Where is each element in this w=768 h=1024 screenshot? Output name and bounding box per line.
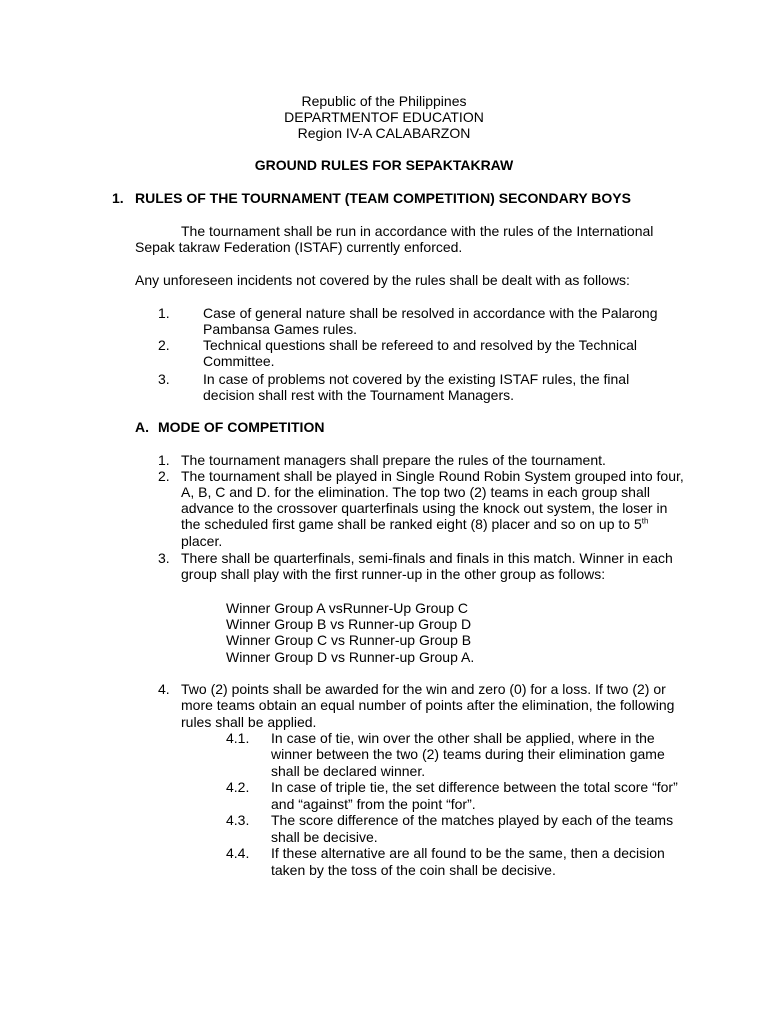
subitem-text: taken by the toss of the coin shall be decisive. bbox=[271, 862, 556, 878]
list-item-text-main: the scheduled first game shall be ranked eight (8) placer and so on up to 5 bbox=[181, 516, 642, 532]
section-1-heading: RULES OF THE TOURNAMENT (TEAM COMPETITION) SECONDARY BOYS bbox=[135, 190, 631, 206]
pairing-line: Winner Group C vs Runner-up Group B bbox=[226, 632, 472, 648]
subitem-text: shall be decisive. bbox=[271, 829, 378, 845]
list-item-text: The tournament shall be played in Single Round Robin System grouped into four, bbox=[181, 468, 684, 484]
header-department: DEPARTMENTOF EDUCATION bbox=[284, 109, 484, 125]
section-a-letter: A. bbox=[135, 419, 149, 435]
subitem-number: 4.3. bbox=[226, 812, 250, 828]
header-region: Region IV-A CALABARZON bbox=[297, 125, 471, 141]
document-title: GROUND RULES FOR SEPAKTAKRAW bbox=[254, 157, 514, 173]
header-republic: Republic of the Philippines bbox=[301, 93, 467, 109]
ordinal-suffix: th bbox=[641, 516, 649, 526]
list-item-text: placer. bbox=[181, 533, 223, 549]
list-item-text: advance to the crossover quarterfinals using the knock out system, the loser in bbox=[181, 500, 668, 516]
list-item-text bbox=[181, 516, 648, 532]
pairing-line: Winner Group B vs Runner-up Group D bbox=[226, 616, 472, 632]
subitem-text: If these alternative are all found to be the same, then a decision bbox=[271, 845, 665, 861]
list-item-number: 4. bbox=[158, 681, 170, 697]
list-item-number: 3. bbox=[158, 550, 170, 566]
subitem-text: In case of triple tie, the set difference between the total score “for” bbox=[271, 779, 678, 795]
list-item-text: Case of general nature shall be resolved in accordance with the Palarong bbox=[203, 305, 658, 321]
list-item-number: 1. bbox=[158, 452, 170, 468]
subitem-number: 4.4. bbox=[226, 845, 250, 861]
subitem-text: In case of tie, win over the other shall be applied, where in the bbox=[271, 730, 655, 746]
list-item-number: 2. bbox=[158, 337, 170, 353]
subitem-text: shall be declared winner. bbox=[271, 763, 426, 779]
list-item-text: Two (2) points shall be awarded for the win and zero (0) for a loss. If two (2) or bbox=[181, 681, 666, 697]
intro-paragraph-line2: Sepak takraw Federation (ISTAF) currently enforced. bbox=[135, 239, 463, 255]
subitem-text: and “against” from the point “for”. bbox=[271, 796, 476, 812]
list-item-text: A, B, C and D. for the elimination. The top two (2) teams in each group shall bbox=[181, 484, 650, 500]
subitem-number: 4.1. bbox=[226, 730, 250, 746]
intro-paragraph-line1: The tournament shall be run in accordance with the rules of the International bbox=[181, 223, 654, 239]
list-item-text: more teams obtain an equal number of points after the elimination, the following bbox=[181, 697, 675, 713]
list-item-text: There shall be quarterfinals, semi-finals and finals in this match. Winner in each bbox=[181, 550, 673, 566]
list-item-text: rules shall be applied. bbox=[181, 714, 317, 730]
list-item-number: 2. bbox=[158, 468, 170, 484]
list-item-text: decision shall rest with the Tournament Managers. bbox=[203, 387, 515, 403]
pairing-line: Winner Group A vsRunner-Up Group C bbox=[226, 600, 468, 616]
list-item-text: Committee. bbox=[203, 353, 275, 369]
list-item-text: Technical questions shall be refereed to and resolved by the Technical bbox=[203, 337, 638, 353]
subitem-number: 4.2. bbox=[226, 779, 250, 795]
list-item-text: In case of problems not covered by the existing ISTAF rules, the final bbox=[203, 371, 630, 387]
list-item-number: 1. bbox=[158, 305, 170, 321]
section-1-number: 1. bbox=[112, 190, 124, 206]
subitem-text: winner between the two (2) teams during their elimination game bbox=[271, 746, 665, 762]
list-item-text: Pambansa Games rules. bbox=[203, 321, 358, 337]
list-item-number: 3. bbox=[158, 371, 170, 387]
section-a-heading: MODE OF COMPETITION bbox=[158, 419, 325, 435]
unforeseen-paragraph: Any unforeseen incidents not covered by the rules shall be dealt with as follows: bbox=[135, 272, 630, 288]
list-item-text: group shall play with the first runner-up in the other group as follows: bbox=[181, 566, 606, 582]
list-item-text: The tournament managers shall prepare the rules of the tournament. bbox=[181, 452, 606, 468]
subitem-text: The score difference of the matches played by each of the teams bbox=[271, 812, 674, 828]
pairing-line: Winner Group D vs Runner-up Group A. bbox=[226, 649, 475, 665]
